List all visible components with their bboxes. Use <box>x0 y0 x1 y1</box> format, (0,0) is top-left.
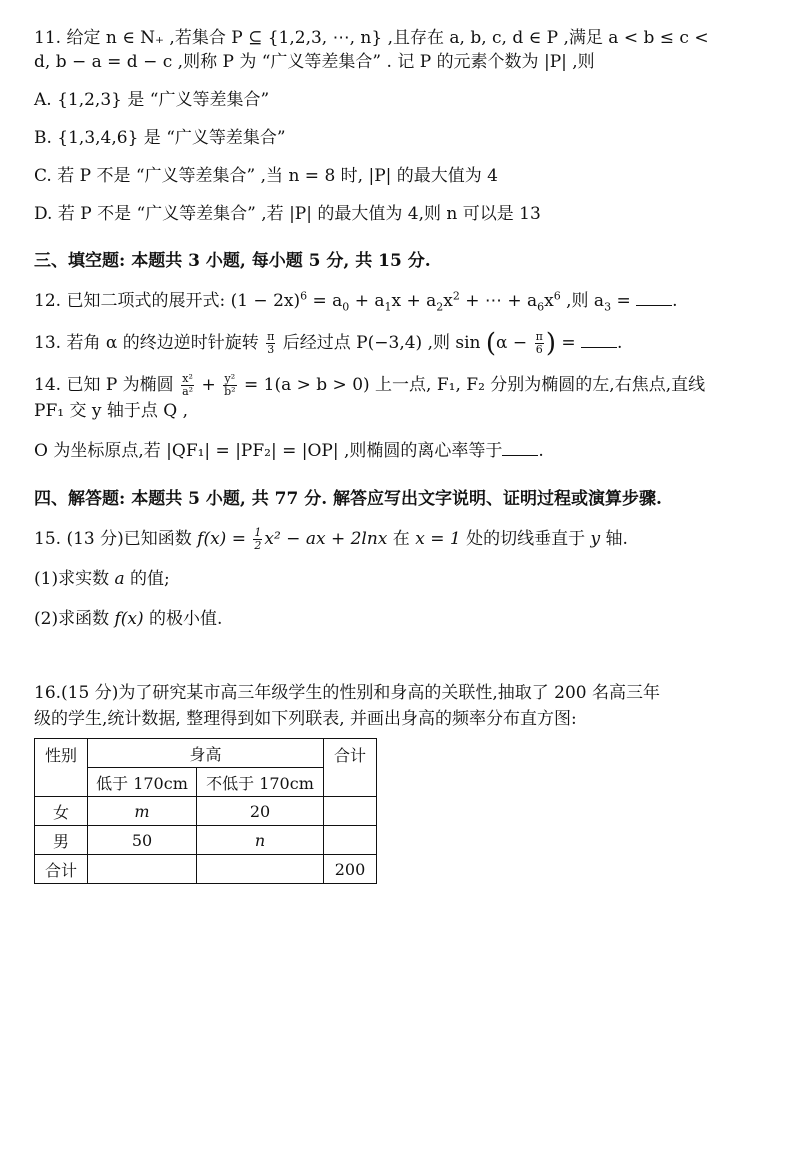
question-13: 13. 若角 α 的终边逆时针旋转 $\frac{\pi}{3}$ 后经过点 P(−3,4) ,则 sin (α − $\frac{\pi}{6}$ ) = . <box>34 328 623 359</box>
q11-stem-line2: d, b − a = d − c ,则称 P 为 “广义等差集合” . 记 P 的元素个数为 |P| ,则 <box>34 52 595 72</box>
question-15-part-2: (2)求函数 f(x) 的极小值. <box>34 609 223 629</box>
question-12: 12. 已知二项式的展开式: $(1 - 2x)^6 = a_0 + a_1x + a_2x^2$ + ⋯ + $a_6x^6$ ,则 $a_3$ = . <box>34 289 678 314</box>
question-15-stem: 15. (13 分)已知函数 f(x) = $\frac{1}{2}$ x² − ax + 2lnx 在 x = 1 处的切线垂直于 y 轴. <box>34 526 628 552</box>
cell-male-low: 50 <box>88 826 197 855</box>
table-header-gender: 性别 <box>35 739 88 797</box>
table-row <box>35 826 377 855</box>
cell-female-total <box>324 797 377 826</box>
table-header-height: 身高 <box>88 739 324 768</box>
question-14-line3: O 为坐标原点,若 |QF₁| = |PF₂| = |OP| ,则椭圆的离心率等于 . <box>34 441 544 461</box>
row-label-male: 男 <box>35 826 88 855</box>
question-11 <box>34 26 774 226</box>
section-3-heading: 三、填空题: 本题共 3 小题, 每小题 5 分, 共 15 分. <box>34 251 431 271</box>
cell-total-high <box>197 855 324 884</box>
question-16-line2: 级的学生,统计数据, 整理得到如下列联表, 并画出身高的频率分布直方图: <box>34 709 577 729</box>
q11-option-d: D. 若 P 不是 “广义等差集合” ,若 |P| 的最大值为 4,则 n 可以是 13 <box>34 204 541 224</box>
q11-option-a: A. {1,2,3} 是 “广义等差集合” <box>34 90 270 110</box>
table-header-high: 不低于 170cm <box>197 768 324 797</box>
question-14-line1: 14. 已知 P 为椭圆 $\frac{\text{x²}}{\text{a²}}$ + $\frac{\text{y²}}{\text{b²}}$ = 1(a > b > 0) 上一点, F₁, F₂ 分别为椭圆的左,右焦点,直线 <box>34 372 706 398</box>
section-4-heading: 四、解答题: 本题共 5 小题, 共 77 分. 解答应写出文字说明、证明过程或演算步骤. <box>34 489 662 509</box>
cell-total-total: 200 <box>324 855 377 884</box>
table-header-low: 低于 170cm <box>88 768 197 797</box>
answer-blank <box>502 439 538 456</box>
cell-male-high: n <box>197 826 324 855</box>
q11-stem-line1: 11. 给定 n ∈ N₊ ,若集合 P ⊆ {1,2,3, ⋯, n} ,且存在 a, b, c, d ∈ P ,满足 a < b ≤ c < <box>34 28 709 48</box>
q11-option-c: C. 若 P 不是 “广义等差集合” ,当 n = 8 时, |P| 的最大值为 4 <box>34 166 498 186</box>
contingency-table <box>34 738 377 884</box>
row-label-total: 合计 <box>35 855 88 884</box>
question-15-part-1: (1)求实数 a 的值; <box>34 569 170 589</box>
table-header-total: 合计 <box>324 739 377 797</box>
answer-blank <box>581 331 617 348</box>
question-14-line2: PF₁ 交 y 轴于点 Q , <box>34 401 189 421</box>
table-row <box>35 797 377 826</box>
exam-page <box>34 26 774 884</box>
cell-female-high: 20 <box>197 797 324 826</box>
cell-total-low <box>88 855 197 884</box>
cell-female-low: m <box>88 797 197 826</box>
cell-male-total <box>324 826 377 855</box>
table-row <box>35 855 377 884</box>
q11-option-b: B. {1,3,4,6} 是 “广义等差集合” <box>34 128 286 148</box>
row-label-female: 女 <box>35 797 88 826</box>
question-16-line1: 16.(15 分)为了研究某市高三年级学生的性别和身高的关联性,抽取了 200 名高三年 <box>34 683 660 703</box>
answer-blank <box>636 289 672 306</box>
